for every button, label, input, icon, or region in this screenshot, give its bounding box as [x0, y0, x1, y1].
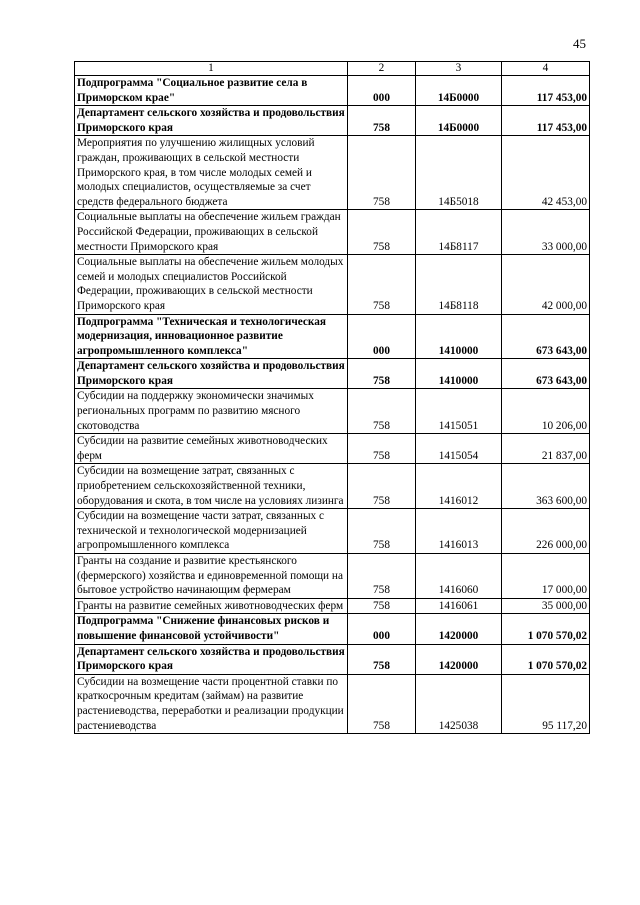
- cell-target-code: 14Б0000: [416, 76, 502, 106]
- cell-amount: 117 453,00: [502, 76, 590, 106]
- cell-target-code: 1410000: [416, 314, 502, 359]
- table-row-section: [75, 106, 590, 136]
- table-row: [75, 389, 590, 434]
- table-row-section: [75, 614, 590, 644]
- table-row: [75, 136, 590, 210]
- cell-department-code: 758: [348, 464, 416, 509]
- table-row: [75, 554, 590, 599]
- table-row-section: [75, 76, 590, 106]
- cell-department-code: 758: [348, 389, 416, 434]
- cell-target-code: 1420000: [416, 614, 502, 644]
- cell-amount: 226 000,00: [502, 509, 590, 554]
- budget-table: [74, 61, 590, 734]
- cell-target-code: 1416060: [416, 554, 502, 599]
- cell-name: Подпрограмма "Техническая и технологическая модернизация, инновационное развитие агропромышленного комплекса": [75, 314, 348, 359]
- cell-target-code: 1410000: [416, 359, 502, 389]
- cell-amount: 10 206,00: [502, 389, 590, 434]
- cell-amount: 95 117,20: [502, 674, 590, 733]
- cell-department-code: 758: [348, 359, 416, 389]
- cell-amount: 42 453,00: [502, 136, 590, 210]
- table-row: [75, 464, 590, 509]
- table-header-row: [75, 62, 590, 76]
- cell-amount: 117 453,00: [502, 106, 590, 136]
- cell-name: Социальные выплаты на обеспечение жильем молодых семей и молодых специалистов Российской Федерации, проживающих в сельской местности Приморского края: [75, 255, 348, 314]
- cell-amount: 42 000,00: [502, 255, 590, 314]
- cell-name: Подпрограмма "Снижение финансовых рисков и повышение финансовой устойчивости": [75, 614, 348, 644]
- cell-department-code: 758: [348, 674, 416, 733]
- cell-amount: 673 643,00: [502, 359, 590, 389]
- cell-name: Департамент сельского хозяйства и продовольствия Приморского края: [75, 359, 348, 389]
- cell-name: Субсидии на развитие семейных животноводческих ферм: [75, 434, 348, 464]
- cell-name: Департамент сельского хозяйства и продовольствия Приморского края: [75, 106, 348, 136]
- cell-target-code: 1416013: [416, 509, 502, 554]
- cell-department-code: 758: [348, 106, 416, 136]
- cell-target-code: 14Б5018: [416, 136, 502, 210]
- cell-name: Гранты на развитие семейных животноводческих ферм: [75, 598, 348, 614]
- cell-target-code: 1420000: [416, 644, 502, 674]
- cell-target-code: 14Б8118: [416, 255, 502, 314]
- column-header-4: 4: [502, 62, 590, 76]
- cell-amount: 1 070 570,02: [502, 644, 590, 674]
- cell-department-code: 758: [348, 554, 416, 599]
- cell-amount: 363 600,00: [502, 464, 590, 509]
- cell-name: Подпрограмма "Социальное развитие села в Приморском крае": [75, 76, 348, 106]
- cell-target-code: 14Б0000: [416, 106, 502, 136]
- table-row: [75, 210, 590, 255]
- cell-department-code: 758: [348, 598, 416, 614]
- cell-target-code: 1415054: [416, 434, 502, 464]
- cell-name: Социальные выплаты на обеспечение жильем граждан Российской Федерации, проживающих в сельской местности Приморского края: [75, 210, 348, 255]
- cell-name: Субсидии на поддержку экономически значимых региональных программ по развитию мясного скотоводства: [75, 389, 348, 434]
- cell-name: Мероприятия по улучшению жилищных условий граждан, проживающих в сельской местности Приморского края, в том числе молодых семей и молодых специалистов, осуществляемые за счет средств федерального бюджета: [75, 136, 348, 210]
- column-header-3: 3: [416, 62, 502, 76]
- cell-amount: 35 000,00: [502, 598, 590, 614]
- table-row: [75, 434, 590, 464]
- cell-department-code: 758: [348, 509, 416, 554]
- cell-department-code: 758: [348, 434, 416, 464]
- cell-department-code: 758: [348, 644, 416, 674]
- cell-department-code: 758: [348, 136, 416, 210]
- cell-name: Субсидии на возмещение затрат, связанных с приобретением сельскохозяйственной техники, оборудования и скота, в том числе на условиях лизинга: [75, 464, 348, 509]
- table-row-section: [75, 644, 590, 674]
- cell-target-code: 1416061: [416, 598, 502, 614]
- column-header-1: 1: [75, 62, 348, 76]
- table-row-section: [75, 314, 590, 359]
- cell-amount: 21 837,00: [502, 434, 590, 464]
- table-row: [75, 509, 590, 554]
- page-number: 45: [573, 36, 586, 51]
- table-row: [75, 598, 590, 614]
- table-row-section: [75, 359, 590, 389]
- cell-name: Субсидии на возмещение части процентной ставки по краткосрочным кредитам (займам) на развитие растениеводства, переработки и реализации продукции растениеводства: [75, 674, 348, 733]
- cell-target-code: 1415051: [416, 389, 502, 434]
- cell-department-code: 000: [348, 76, 416, 106]
- cell-target-code: 1416012: [416, 464, 502, 509]
- cell-amount: 673 643,00: [502, 314, 590, 359]
- cell-amount: 33 000,00: [502, 210, 590, 255]
- cell-name: Субсидии на возмещение части затрат, связанных с технической и технологической модернизацией агропромышленного комплекса: [75, 509, 348, 554]
- table-row: [75, 255, 590, 314]
- column-header-2: 2: [348, 62, 416, 76]
- cell-target-code: 1425038: [416, 674, 502, 733]
- table-row: [75, 674, 590, 733]
- cell-amount: 17 000,00: [502, 554, 590, 599]
- cell-department-code: 000: [348, 614, 416, 644]
- cell-target-code: 14Б8117: [416, 210, 502, 255]
- cell-department-code: 758: [348, 255, 416, 314]
- cell-department-code: 000: [348, 314, 416, 359]
- cell-department-code: 758: [348, 210, 416, 255]
- cell-name: Департамент сельского хозяйства и продовольствия Приморского края: [75, 644, 348, 674]
- cell-amount: 1 070 570,02: [502, 614, 590, 644]
- cell-name: Гранты на создание и развитие крестьянского (фермерского) хозяйства и единовременной помощи на бытовое устройство начинающим фермерам: [75, 554, 348, 599]
